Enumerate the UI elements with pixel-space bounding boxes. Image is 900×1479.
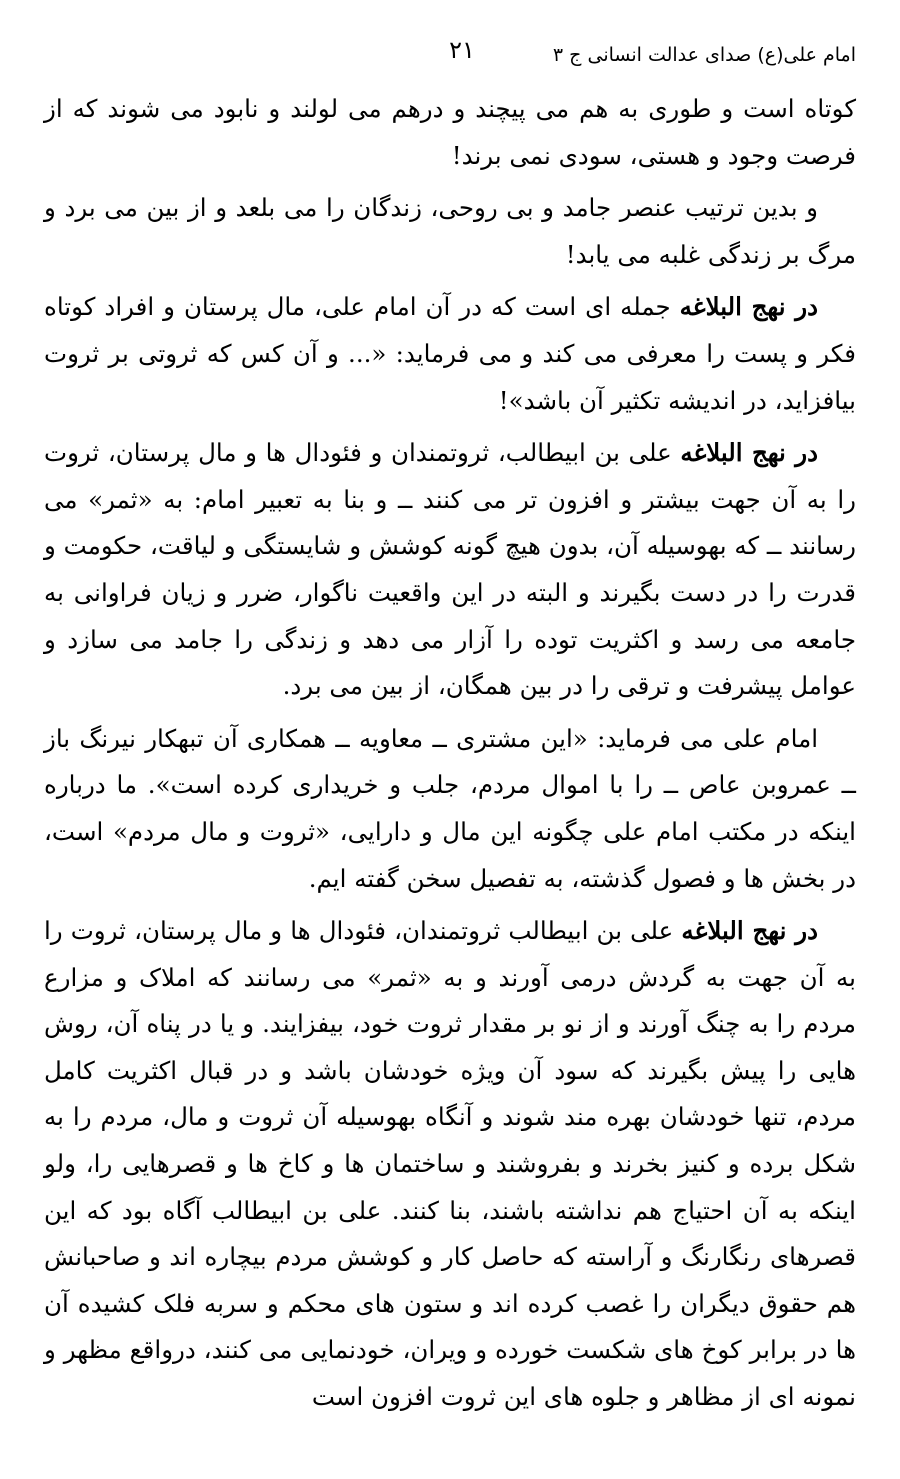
- bold-phrase: در نهج البلاغه: [681, 916, 818, 946]
- paragraph: [44, 86, 856, 179]
- paragraph: [44, 284, 856, 424]
- paragraph-text: جمله ای است که در آن امام علی، مال پرستان و افراد کوتاه فکر و پست را معرفی می کند و می فرماید: «... و آن کس که ثروتی بر ثروت بیافزاید، در اندیشه تکثیر آن باشد»!: [44, 292, 856, 415]
- paragraph-text: و بدین ترتیب عنصر جامد و بی روحی، زندگان را می بلعد و از بین می برد و مرگ بر زندگی غلبه می یابد!: [44, 193, 856, 269]
- page-number: ۲۱: [449, 36, 475, 64]
- bold-phrase: در نهج البلاغه: [679, 292, 818, 322]
- paragraph-text: علی بن ابیطالب، ثروتمندان و فئودال ها و مال پرستان، ثروت را به آن جهت بیشتر و افزون تر می کنند ــ و بنا به تعبیر امام: به «ثمر» می رسانند ــ که بهوسیله آن، بدون هیچ گونه کوشش و شایستگی و لیاقت، حکومت و قدرت را در دست بگیرند و البته در این واقعیت ناگوار، ضرر و زیان فراوانی به جامعه می رسد و اکثریت توده را آزار می دهد و زندگی را جامد می سازد و عوامل پیشرفت و ترقی را در بین همگان، از بین می برد.: [44, 438, 856, 701]
- page-header: [44, 34, 856, 74]
- paragraph-text: علی بن ابیطالب ثروتمندان، فئودال ها و مال پرستان، ثروت را به آن جهت به گردش درمی آورند و به «ثمر» می رسانند که املاک و مزارع مردم را به چنگ آورند و از نو بر مقدار ثروت خود، بیفزایند. و یا در پناه آن، روش هایی را پیش بگیرند که سود آن ویژه خودشان باشد و در قبال اکثریت کامل مردم، تنها خودشان بهره مند شوند و آنگاه بهوسیله آن ثروت و مال، مردم را به شکل برده و کنیز بخرند و بفروشند و ساختمان ها و کاخ ها و قصرهایی را، ولو اینکه به آن احتیاج هم نداشته باشند، بنا کنند. علی بن ابیطالب آگاه بود که این قصرهای رنگارنگ و آراسته که حاصل کار و کوشش مردم بیچاره اند و صاحبانش هم حقوق دیگران را غصب کرده اند و ستون های محکم و سربه فلک کشیده آن ها در برابر کوخ های شکست خورده و ویران، خودنمایی می کنند، درواقع مظهر و نمونه ای از مظاهر و جلوه های این ثروت افزون است: [44, 916, 857, 1412]
- paragraph: [44, 908, 856, 1421]
- running-title: امام علی(ع) صدای عدالت انسانی ج ۳: [552, 44, 856, 66]
- paragraph: [44, 716, 856, 902]
- paragraph: [44, 185, 856, 278]
- body-text: [44, 86, 856, 1427]
- paragraph: [44, 430, 856, 710]
- bold-phrase: در نهج البلاغه: [680, 438, 818, 468]
- paragraph-text: کوتاه است و طوری به هم می پیچند و درهم می لولند و نابود می شوند که از فرصت وجود و هستی، سودی نمی برند!: [44, 94, 856, 170]
- paragraph-text: امام علی می فرماید: «این مشتری ــ معاویه ــ همکاری آن تبهکار نیرنگ باز ــ عمروبن عاص ــ را با اموال مردم، جلب و خریداری کرده است». ما درباره اینکه در مکتب امام علی چگونه این مال و دارایی، «ثروت و مال مردم» است، در بخش ها و فصول گذشته، به تفصیل سخن گفته ایم.: [44, 723, 856, 893]
